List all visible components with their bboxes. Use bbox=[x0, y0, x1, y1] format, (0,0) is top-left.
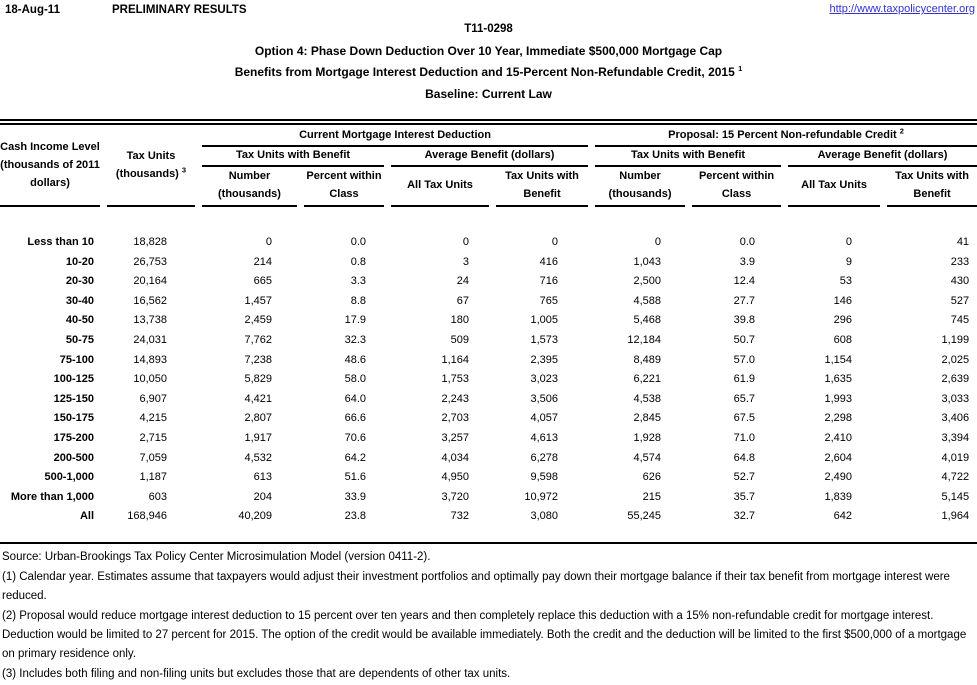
data-cell: 1,573 bbox=[530, 333, 559, 346]
data-cell: 665 bbox=[253, 275, 272, 288]
data-cell: 3,406 bbox=[941, 412, 970, 425]
data-cell: 603 bbox=[148, 490, 167, 503]
data-cell: 1,964 bbox=[941, 510, 970, 523]
table-row bbox=[0, 507, 977, 527]
data-cell: 24 bbox=[456, 275, 469, 288]
data-cell: 2,639 bbox=[941, 373, 970, 386]
row-label: Less than 10 bbox=[27, 236, 94, 248]
data-cell: 55,245 bbox=[627, 510, 662, 523]
col-header-current-number: Number (thousands) bbox=[202, 167, 297, 207]
spacer-row bbox=[0, 207, 977, 233]
subheader-current-average-benefit: Average Benefit (dollars) bbox=[391, 147, 588, 167]
taxpolicycenter-link[interactable]: http://www.taxpolicycenter.org bbox=[829, 3, 975, 15]
data-cell: 765 bbox=[539, 294, 559, 307]
data-cell: 168,946 bbox=[127, 510, 167, 523]
data-cell: 10,050 bbox=[133, 373, 167, 386]
data-cell: 1,635 bbox=[824, 373, 853, 386]
data-cell: 0 bbox=[265, 236, 272, 248]
row-label: 100-125 bbox=[53, 373, 94, 386]
data-cell: 6,278 bbox=[530, 451, 559, 464]
data-cell: 0 bbox=[845, 236, 853, 248]
footnote-ref-1: 1 bbox=[738, 64, 743, 73]
row-label: 125-150 bbox=[53, 392, 94, 405]
data-cell: 3,080 bbox=[530, 510, 559, 523]
data-cell: 24,031 bbox=[133, 333, 167, 346]
title-baseline: Baseline: Current Law bbox=[425, 87, 552, 101]
table-row bbox=[0, 390, 977, 410]
subheader-proposal-tax-units-with-benefit: Tax Units with Benefit bbox=[595, 147, 781, 167]
table-row bbox=[0, 488, 977, 508]
data-cell: 9,598 bbox=[530, 471, 559, 484]
data-cell: 642 bbox=[833, 510, 853, 523]
results-table bbox=[0, 125, 977, 527]
data-cell: 64.0 bbox=[344, 392, 366, 405]
data-cell: 2,025 bbox=[941, 353, 970, 366]
data-cell: 1,993 bbox=[824, 392, 853, 405]
data-cell: 8.8 bbox=[350, 294, 366, 307]
data-cell: 214 bbox=[253, 255, 272, 268]
table-row bbox=[0, 233, 977, 253]
table-row bbox=[0, 370, 977, 390]
data-cell: 2,500 bbox=[633, 275, 662, 288]
data-cell: 0 bbox=[654, 236, 662, 248]
data-cell: 32.3 bbox=[344, 333, 366, 346]
data-cell: 4,034 bbox=[441, 451, 469, 464]
data-cell: 6,221 bbox=[633, 373, 662, 386]
data-cell: 64.2 bbox=[344, 451, 366, 464]
data-cell: 2,715 bbox=[139, 431, 167, 444]
data-cell: 7,238 bbox=[244, 353, 272, 366]
data-cell: 61.9 bbox=[733, 373, 756, 386]
data-cell: 5,145 bbox=[941, 490, 970, 503]
col-header-current-tax-units-with-benefit: Tax Units with Benefit bbox=[496, 167, 588, 207]
footnote-ref-2: 2 bbox=[899, 126, 904, 136]
data-cell: 35.7 bbox=[733, 490, 756, 503]
data-cell: 0 bbox=[462, 236, 469, 248]
data-cell: 4,574 bbox=[633, 451, 662, 464]
table-row bbox=[0, 272, 977, 292]
data-cell: 1,154 bbox=[824, 353, 853, 366]
data-cell: 7,762 bbox=[244, 333, 272, 346]
row-label: 50-75 bbox=[65, 333, 94, 346]
data-cell: 608 bbox=[833, 333, 853, 346]
data-cell: 4,421 bbox=[244, 392, 272, 405]
table-section bbox=[0, 119, 977, 685]
col-header-proposal-percent: Percent within Class bbox=[692, 167, 781, 207]
row-label: 500-1,000 bbox=[44, 471, 94, 484]
data-cell: 0.8 bbox=[350, 255, 366, 268]
footnote-3: (3) Includes both filing and non-filing units but excludes those that are dependents of other tax units. bbox=[2, 667, 511, 680]
row-label: 10-20 bbox=[65, 255, 94, 268]
col-header-proposal-number: Number (thousands) bbox=[595, 167, 685, 207]
table-row bbox=[0, 331, 977, 351]
table-body bbox=[0, 207, 977, 527]
data-cell: 20,164 bbox=[133, 275, 167, 288]
row-label: 30-40 bbox=[65, 294, 94, 307]
data-cell: 17.9 bbox=[344, 314, 366, 327]
footnote-2: (2) Proposal would reduce mortgage interest deduction to 15 percent over ten years and then completely replace this deduction with a 15% non-refundable credit for mortgage interest. Deduction would be limited to 27 percent for 2015. The option of the credit would be available immediately. Both the credit and the deduction will be limited to the first $500,000 of a mortgage on primary residence only. bbox=[2, 609, 967, 660]
data-cell: 2,459 bbox=[244, 314, 272, 327]
data-cell: 33.9 bbox=[344, 490, 366, 503]
data-cell: 13,738 bbox=[133, 314, 167, 327]
data-cell: 67 bbox=[456, 294, 469, 307]
col-header-proposal-all-tax-units: All Tax Units bbox=[788, 167, 880, 207]
data-cell: 51.6 bbox=[344, 471, 366, 484]
data-cell: 4,532 bbox=[244, 451, 272, 464]
table-row bbox=[0, 351, 977, 371]
row-label: All bbox=[79, 510, 94, 523]
data-cell: 50.7 bbox=[733, 333, 756, 346]
data-cell: 430 bbox=[950, 275, 970, 288]
col-header-current-all-tax-units: All Tax Units bbox=[391, 167, 489, 207]
table-row bbox=[0, 311, 977, 331]
table-row bbox=[0, 429, 977, 449]
preliminary-results-label: PRELIMINARY RESULTS bbox=[112, 4, 247, 16]
data-cell: 180 bbox=[450, 314, 469, 327]
data-cell: 70.6 bbox=[344, 431, 366, 444]
table-row bbox=[0, 253, 977, 273]
data-cell: 4,722 bbox=[941, 471, 970, 484]
data-cell: 52.7 bbox=[733, 471, 756, 484]
table-row bbox=[0, 292, 977, 312]
data-cell: 9 bbox=[845, 255, 853, 268]
document-id: T11-0298 bbox=[464, 23, 513, 35]
data-cell: 4,588 bbox=[633, 294, 662, 307]
data-cell: 527 bbox=[950, 294, 970, 307]
data-cell: 5,468 bbox=[633, 314, 662, 327]
data-cell: 1,753 bbox=[441, 373, 469, 386]
data-cell: 23.8 bbox=[344, 510, 366, 523]
data-cell: 14,893 bbox=[133, 353, 167, 366]
data-cell: 0 bbox=[551, 236, 559, 248]
data-cell: 71.0 bbox=[733, 431, 756, 444]
data-cell: 7,059 bbox=[139, 451, 167, 464]
row-label: More than 1,000 bbox=[10, 490, 94, 503]
data-cell: 27.7 bbox=[733, 294, 756, 307]
data-cell: 8,489 bbox=[633, 353, 662, 366]
data-cell: 732 bbox=[450, 510, 469, 523]
data-cell: 48.6 bbox=[344, 353, 366, 366]
data-cell: 215 bbox=[642, 490, 662, 503]
data-cell: 12.4 bbox=[733, 275, 756, 288]
title-benefits bbox=[0, 65, 977, 79]
data-cell: 3,394 bbox=[941, 431, 970, 444]
row-label: 20-30 bbox=[65, 275, 94, 288]
data-cell: 3.9 bbox=[739, 255, 756, 268]
proposal-header-text: Proposal: 15 Percent Non-refundable Credit bbox=[668, 129, 897, 141]
footnote-1: (1) Calendar year. Estimates assume that taxpayers would adjust their investment portfolios and optimally pay down their mortgage balance if their tax benefit from mortgage interest were reduced. bbox=[2, 570, 950, 602]
data-cell: 26,753 bbox=[133, 255, 167, 268]
data-cell: 416 bbox=[539, 255, 559, 268]
data-cell: 1,199 bbox=[941, 333, 970, 346]
data-cell: 0.0 bbox=[739, 236, 756, 248]
data-cell: 1,164 bbox=[441, 353, 469, 366]
group-header-proposal-credit bbox=[595, 125, 977, 147]
data-cell: 6,907 bbox=[139, 392, 167, 405]
data-cell: 2,490 bbox=[824, 471, 853, 484]
group-header-current-deduction: Current Mortgage Interest Deduction bbox=[202, 125, 588, 147]
data-cell: 4,057 bbox=[530, 412, 559, 425]
data-cell: 4,019 bbox=[941, 451, 970, 464]
row-label: 175-200 bbox=[53, 431, 94, 444]
data-cell: 3,257 bbox=[441, 431, 469, 444]
data-cell: 4,950 bbox=[441, 471, 469, 484]
col-header-proposal-tax-units-with-benefit: Tax Units with Benefit bbox=[887, 167, 977, 207]
data-cell: 5,829 bbox=[244, 373, 272, 386]
data-cell: 16,562 bbox=[133, 294, 167, 307]
data-cell: 2,845 bbox=[633, 412, 662, 425]
data-cell: 65.7 bbox=[733, 392, 756, 405]
data-cell: 296 bbox=[833, 314, 853, 327]
data-cell: 716 bbox=[539, 275, 559, 288]
col-header-current-percent: Percent within Class bbox=[304, 167, 384, 207]
data-cell: 18,828 bbox=[133, 236, 167, 248]
data-cell: 4,538 bbox=[633, 392, 662, 405]
data-cell: 40,209 bbox=[238, 510, 272, 523]
data-cell: 53 bbox=[839, 275, 853, 288]
data-cell: 3,720 bbox=[441, 490, 469, 503]
col-header-tax-units bbox=[107, 125, 195, 207]
subheader-current-tax-units-with-benefit: Tax Units with Benefit bbox=[202, 147, 384, 167]
footnote-ref-3: 3 bbox=[181, 165, 187, 175]
data-cell: 66.6 bbox=[344, 412, 366, 425]
table-row bbox=[0, 409, 977, 429]
row-label: 40-50 bbox=[65, 314, 94, 327]
data-cell: 509 bbox=[450, 333, 469, 346]
data-cell: 146 bbox=[833, 294, 853, 307]
table-row bbox=[0, 468, 977, 488]
data-cell: 2,243 bbox=[441, 392, 469, 405]
data-cell: 58.0 bbox=[344, 373, 366, 386]
data-cell: 67.5 bbox=[733, 412, 756, 425]
data-cell: 3,033 bbox=[941, 392, 970, 405]
data-cell: 1,917 bbox=[244, 431, 272, 444]
data-cell: 3,023 bbox=[530, 373, 559, 386]
tax-units-header-text: Tax Units (thousands) bbox=[115, 150, 179, 180]
data-cell: 1,043 bbox=[633, 255, 662, 268]
data-cell: 12,184 bbox=[627, 333, 662, 346]
data-cell: 39.8 bbox=[733, 314, 756, 327]
data-cell: 3.3 bbox=[350, 275, 366, 288]
report-date: 18-Aug-11 bbox=[5, 4, 60, 16]
data-cell: 4,215 bbox=[139, 412, 167, 425]
data-cell: 2,703 bbox=[441, 412, 469, 425]
data-cell: 2,604 bbox=[824, 451, 853, 464]
data-cell: 3,506 bbox=[530, 392, 559, 405]
source-note: Source: Urban-Brookings Tax Policy Center Microsimulation Model (version 0411-2). bbox=[2, 550, 431, 563]
data-cell: 2,298 bbox=[824, 412, 853, 425]
table-row bbox=[0, 449, 977, 469]
data-cell: 626 bbox=[642, 471, 662, 484]
title-option: Option 4: Phase Down Deduction Over 10 Year, Immediate $500,000 Mortgage Cap bbox=[254, 44, 723, 58]
data-cell: 1,005 bbox=[530, 314, 559, 327]
data-cell: 57.0 bbox=[733, 353, 756, 366]
data-cell: 1,187 bbox=[139, 471, 167, 484]
data-cell: 1,928 bbox=[633, 431, 662, 444]
data-cell: 233 bbox=[950, 255, 970, 268]
row-label: 200-500 bbox=[53, 451, 94, 464]
data-cell: 613 bbox=[253, 471, 272, 484]
data-cell: 41 bbox=[956, 236, 970, 248]
data-cell: 1,839 bbox=[824, 490, 853, 503]
data-cell: 3 bbox=[462, 255, 469, 268]
row-label: 75-100 bbox=[59, 353, 94, 366]
title-benefits-text: Benefits from Mortgage Interest Deduction and 15-Percent Non-Refundable Credit, 2015 bbox=[234, 65, 735, 79]
data-cell: 2,410 bbox=[824, 431, 853, 444]
data-cell: 64.8 bbox=[733, 451, 756, 464]
data-cell: 4,613 bbox=[530, 431, 559, 444]
col-header-cash-income-level: Cash Income Level (thousands of 2011 dollars) bbox=[0, 125, 100, 207]
data-cell: 204 bbox=[253, 490, 272, 503]
subheader-proposal-average-benefit: Average Benefit (dollars) bbox=[788, 147, 977, 167]
data-cell: 745 bbox=[950, 314, 970, 327]
data-cell: 2,807 bbox=[244, 412, 272, 425]
row-label: 150-175 bbox=[53, 412, 94, 425]
footnotes-section bbox=[0, 544, 977, 684]
data-cell: 2,395 bbox=[530, 353, 559, 366]
data-cell: 0.0 bbox=[350, 236, 366, 248]
data-cell: 10,972 bbox=[524, 490, 559, 503]
data-cell: 32.7 bbox=[733, 510, 756, 523]
data-cell: 1,457 bbox=[244, 294, 272, 307]
